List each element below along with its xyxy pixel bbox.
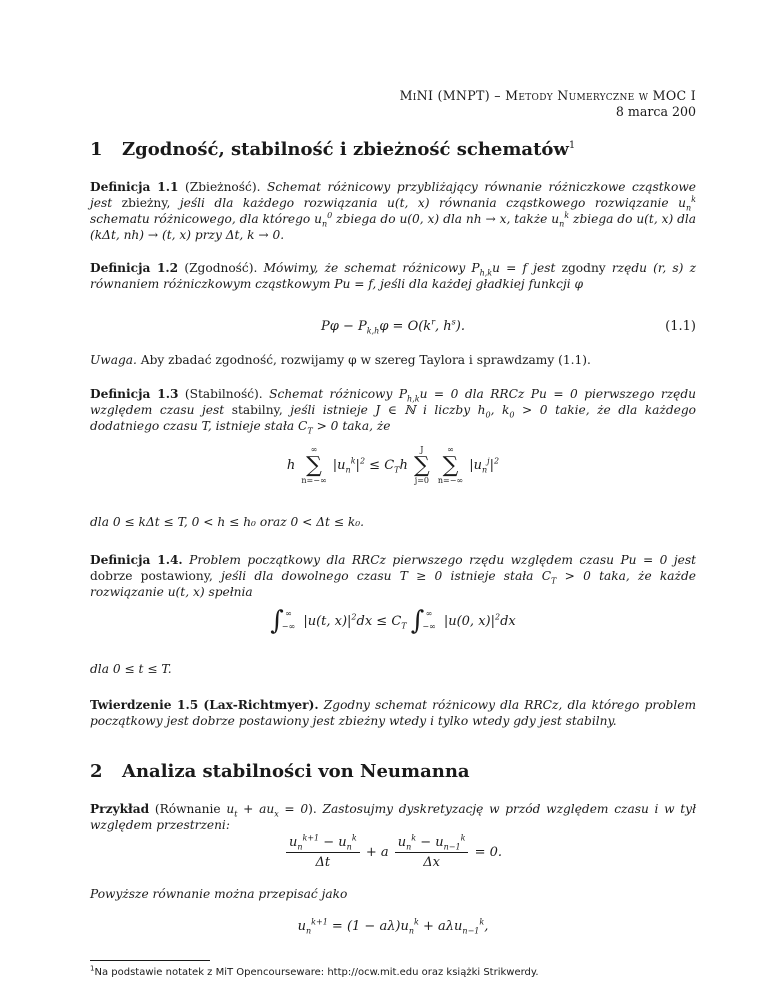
remark xyxy=(90,352,696,368)
definition-text: jeśli dla dowolnego czasu T ≥ 0 istnieje stała xyxy=(221,569,534,584)
update-equation: $u_n^{k+1} = (1 - a\lambda)u_n^k + a\lambda u_{n-1}^k$, xyxy=(297,917,489,936)
definition-text: jeśli istnieje J ∈ ℕ i liczby xyxy=(290,403,471,418)
stability-condition: dla 0 ≤ kΔt ≤ T, 0 < h ≤ h₀ oraz 0 < Δt ≤ k₀. xyxy=(90,515,365,529)
theorem-text: Zgodny schemat różnicowy dla RRCz, dla którego problem początkowy jest dobrze postawiony jest zbieżny wtedy i tylko wtedy gdy jest stabilny. xyxy=(90,698,697,729)
equation-1-1: $P\varphi - P_{k,h}\varphi = O(k^r$, $h^s$). (1.1) xyxy=(321,317,696,336)
definition-text: zbiega do u(0, x) dla nh → x, także xyxy=(336,212,548,227)
math-inline: $u_n^0$ xyxy=(314,211,333,229)
math-inline: $u_t + au_x = 0$ xyxy=(226,802,309,819)
stability-inequality: h ∞ ∑ n=−∞ $|u_n^k|^2 \le C_Th$ J ∑ j=0 ∞ ∑ n=−∞ $|u_n^j|^2$ xyxy=(286,445,500,486)
definition-emph: zgodny xyxy=(561,261,606,275)
footnote-mark: 1 xyxy=(568,140,576,151)
footnote xyxy=(90,966,539,979)
well-posedness-condition: dla 0 ≤ t ≤ T. xyxy=(90,662,172,676)
definition-text: jest xyxy=(533,261,556,275)
header-date: 8 marca 200 xyxy=(615,104,696,120)
rewrite-text: Powyższe równanie można przepisać jako xyxy=(90,887,348,901)
definition-1-1 xyxy=(90,179,696,243)
definition-text: Problem początkowy dla RRCz pierwszego rzędu względem czasu Pu = 0 jest xyxy=(189,553,696,567)
definition-1-3 xyxy=(90,386,696,434)
definition-text: dla RRCz Pu = 0 pierwszego rzędu względem czasu jest xyxy=(90,387,696,418)
definition-label: Definicja 1.3 xyxy=(90,387,179,401)
remark-label: Uwaga. xyxy=(90,353,137,367)
section-number: 1 xyxy=(90,139,103,160)
definition-1-2 xyxy=(90,260,696,292)
well-posedness-inequality: ∫∞ −∞ |u(t, $x)|^2dx \le C_T$ ∫∞ −∞ |u(0, $x)|^2dx$ xyxy=(270,606,516,636)
section-title: Analiza stabilności von Neumanna xyxy=(122,761,470,782)
example-name: (Równanie xyxy=(154,802,221,816)
document-page xyxy=(90,0,696,994)
section-1-heading xyxy=(90,138,696,162)
theorem-label: Twierdzenie 1.5 xyxy=(90,698,199,712)
section-number: 2 xyxy=(90,761,103,782)
header-course-title: MiNI (MNPT) – Metody Numeryczne w MOC I xyxy=(399,88,696,103)
definition-text: schematu różnicowego, dla którego xyxy=(90,212,311,227)
definition-label: Definicja 1.1 xyxy=(90,180,179,194)
theorem-1-5 xyxy=(90,697,696,729)
equation-number: (1.1) xyxy=(665,319,696,334)
math-inline: $h_0$, $k_0 > 0$ xyxy=(477,403,548,420)
section-2-heading xyxy=(90,760,696,784)
definition-name: (Stabilność). xyxy=(184,387,263,401)
running-header xyxy=(400,88,696,121)
footnote-mark: 1 xyxy=(90,964,95,973)
definition-emph: zbieżny, xyxy=(121,196,171,211)
definition-text: rzędu (r, s) z równaniem różniczkowym cząstkowym Pu = f, jeśli dla każdej gładkiej funkcji φ xyxy=(90,261,697,292)
section-title: Zgodność, stabilność i zbieżność schematów xyxy=(122,139,569,160)
example: Przykład (Równanie $u_t + au_x = 0$). Zastosujmy dyskretyzację w przód względem czasu i w tył względem przestrzeni: xyxy=(90,802,697,833)
math-inline: $C_T > 0$ xyxy=(298,419,339,436)
theorem-name: (Lax-Richtmyer). xyxy=(203,698,319,712)
definition-label: Definicja 1.2 xyxy=(90,261,179,275)
footnote-text: Na podstawie notatek z MiT Opencourseware: http://ocw.mit.edu oraz książki Strikwerdy. xyxy=(94,967,539,978)
math-inline: $u_n^k$ xyxy=(551,211,570,229)
definition-emph: stabilny, xyxy=(231,403,283,418)
definition-text: Schemat różnicowy xyxy=(269,387,393,401)
definition-name: (Zgodność). xyxy=(184,261,258,275)
definition-1-4 xyxy=(90,552,696,600)
definition-text: takie, że dla każdego dodatniego czasu T, istnieje stała xyxy=(90,403,697,434)
math-inline: $u_n^k$ xyxy=(678,195,697,213)
definition-text: Mówimy, że schemat różnicowy xyxy=(263,261,466,275)
example-text: Zastosujmy dyskretyzację w przód względem czasu i w tył względem przestrzeni: xyxy=(90,802,697,833)
math-inline: $P_{h,k}u = f$ xyxy=(471,261,528,278)
definition-text: jeśli dla każdego rozwiązania u(t, x) równania cząstkowego rozwiązanie xyxy=(179,196,669,211)
definition-text: Schemat różnicowy przybliżający równanie różniczkowe cząstkowe jest xyxy=(90,180,697,211)
remark-text: Aby zbadać zgodność, rozwijamy φ w szereg Taylora i sprawdzamy (1.1). xyxy=(140,353,591,367)
math-inline: $P_{h,k}u = 0$ xyxy=(398,387,459,404)
definition-label: Definicja 1.4. xyxy=(90,553,183,567)
example-label: Przykład xyxy=(90,802,150,816)
footnote-rule xyxy=(90,960,210,961)
definition-text: taka, że xyxy=(342,419,391,434)
definition-name: (Zbieżność). xyxy=(185,180,261,194)
definition-emph: dobrze postawiony, xyxy=(90,569,213,584)
definition-text: taka, że każde rozwiązanie u(t, x) spełnia xyxy=(90,569,696,600)
math-inline: $C_T > 0$ xyxy=(541,569,591,586)
definition-text: zbiega do u(t, x) dla (kΔt, nh) → (t, x) przy Δt, k → 0. xyxy=(90,212,697,243)
discretization-equation: $\frac{u_n^{k+1} - u_n^k}{\Delta t}$ + a $\frac{u_n^k - u_{n-1}^k}{\Delta x}$ = 0. xyxy=(90,834,696,871)
